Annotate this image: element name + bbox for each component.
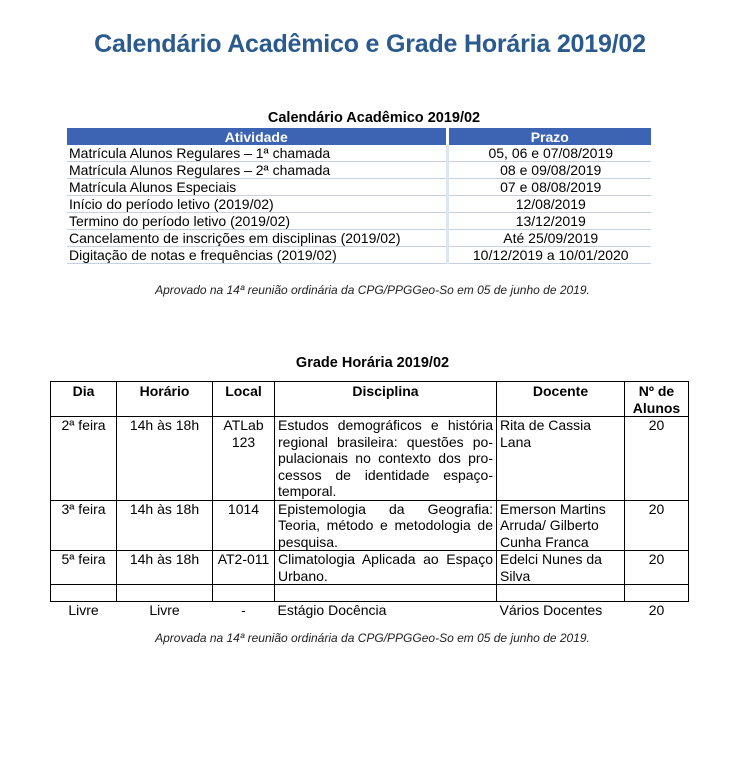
calendar-row [67,196,651,213]
prazo-cell: Até 25/09/2019 [447,230,651,247]
grade-row [51,602,689,619]
disciplina-cell: Estágio Docência [275,602,497,619]
prazo-cell: 07 e 08/08/2019 [447,179,651,196]
horario-cell: 14h às 18h [117,417,213,501]
prazo-cell: 12/08/2019 [447,196,651,213]
docente-cell: Rita de Cassia Lana [497,417,625,501]
calendar-row [67,162,651,179]
grade-row [51,500,689,551]
header-prazo: Prazo [447,128,651,145]
horario-cell: Livre [117,602,213,619]
grade-title: Grade Horária 2019/02 [295,355,450,371]
disciplina-cell: Climatologia Aplicada ao Espaço Urbano. [275,551,497,585]
header-docente: Docente [497,382,625,417]
atividade-cell: Matrícula Alunos Regulares – 2ª chamada [67,162,447,179]
horario-cell: 14h às 18h [117,551,213,585]
calendar-row [67,230,651,247]
calendar-header-row [67,128,651,145]
atividade-cell: Início do período letivo (2019/02) [67,196,447,213]
dia-cell: Livre [51,602,117,619]
empty-cell [51,585,117,602]
grade-approval-note: Aprovada na 14ª reunião ordinária da CPG/PPGGeo-So em 05 de junho de 2019. [155,631,590,645]
disciplina-cell: Estudos demográficos e história regional brasileira: questões po-pulacionais no contexto dos pro-cessos de identidade espaço-temporal. [275,417,497,501]
calendar-row [67,213,651,230]
header-dia: Dia [51,382,117,417]
docente-cell: Edelci Nunes da Silva [497,551,625,585]
dia-cell: 2ª feira [51,417,117,501]
local-cell: - [213,602,275,619]
local-cell: ATLab 123 [213,417,275,501]
dia-cell: 5ª feira [51,551,117,585]
header-atividade: Atividade [67,128,447,145]
local-cell: AT2-011 [213,551,275,585]
disciplina-cell: Epistemologia da Geografia: Teoria, método e metodologia de pesquisa. [275,500,497,551]
header-alunos: Nº de Alunos [625,382,689,417]
header-horario: Horário [117,382,213,417]
prazo-cell: 05, 06 e 07/08/2019 [447,145,651,162]
header-disciplina: Disciplina [275,382,497,417]
prazo-cell: 13/12/2019 [447,213,651,230]
alunos-cell: 20 [625,602,689,619]
calendar-table [67,128,651,264]
prazo-cell: 10/12/2019 a 10/01/2020 [447,247,651,264]
grade-header-row [51,382,689,417]
docente-cell: Vários Docentes [497,602,625,619]
prazo-cell: 08 e 09/08/2019 [447,162,651,179]
header-local: Local [213,382,275,417]
docente-cell: Emerson Martins Arruda/ Gilberto Cunha Franca [497,500,625,551]
grade-row [51,417,689,501]
empty-cell [213,585,275,602]
empty-cell [625,585,689,602]
atividade-cell: Digitação de notas e frequências (2019/02) [67,247,447,264]
empty-cell [275,585,497,602]
atividade-cell: Matrícula Alunos Especiais [67,179,447,196]
horario-cell: 14h às 18h [117,500,213,551]
calendar-row [67,179,651,196]
calendar-title: Calendário Acadêmico 2019/02 [267,110,481,126]
alunos-cell: 20 [625,417,689,501]
calendar-approval-note: Aprovado na 14ª reunião ordinária da CPG/PPGGeo-So em 05 de junho de 2019. [155,283,590,297]
grade-empty-row [51,585,689,602]
atividade-cell: Termino do período letivo (2019/02) [67,213,447,230]
calendar-row [67,247,651,264]
atividade-cell: Cancelamento de inscrições em disciplinas (2019/02) [67,230,447,247]
empty-cell [497,585,625,602]
grade-table [50,381,689,619]
dia-cell: 3ª feira [51,500,117,551]
local-cell: 1014 [213,500,275,551]
page-title: Calendário Acadêmico e Grade Horária 2019/02 [94,30,646,58]
grade-row [51,551,689,585]
calendar-row [67,145,651,162]
empty-cell [117,585,213,602]
atividade-cell: Matrícula Alunos Regulares – 1ª chamada [67,145,447,162]
alunos-cell: 20 [625,551,689,585]
alunos-cell: 20 [625,500,689,551]
